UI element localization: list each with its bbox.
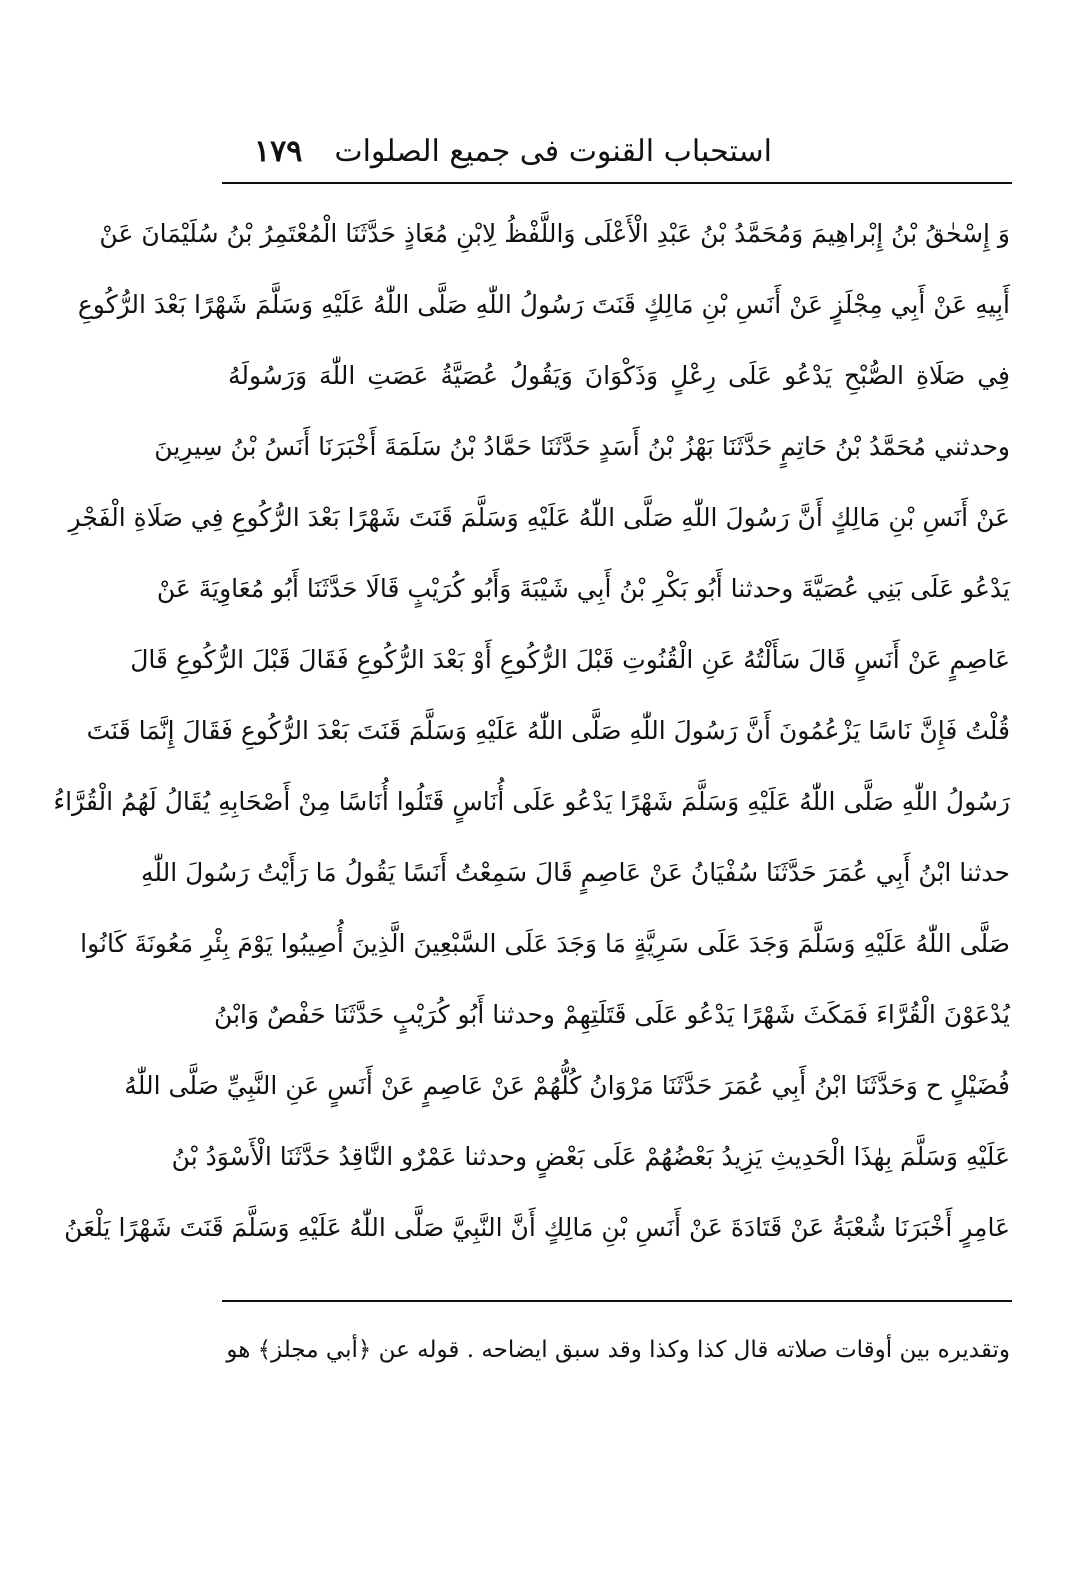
text-line: فِي صَلَاةِ الصُّبْحِ يَدْعُو عَلَى رِعْلٍ وَذَكْوَانَ وَيَقُولُ عُصَيَّةُ عَصَتِ اللّٰهَ وَرَسُولَهُ	[228, 361, 1010, 390]
text-line: أَبِيهِ عَنْ أَبِي مِجْلَزٍ عَنْ أَنَسِ بْنِ مَالِكٍ قَنَتَ رَسُولُ اللّٰهِ صَلَّى اللّٰهُ عَلَيْهِ وَسَلَّمَ شَهْرًا بَعْدَ الرُّكُوعِ	[77, 290, 1010, 319]
text-line: قُلْتُ فَإِنَّ نَاسًا يَزْعُمُونَ أَنَّ رَسُولَ اللّٰهِ صَلَّى اللّٰهُ عَلَيْهِ وَسَلَّمَ قَنَتَ بَعْدَ الرُّكُوعِ فَقَالَ إِنَّمَا قَنَتَ	[86, 716, 1010, 745]
chapter-title: استحباب القنوت فى جميع الصلوات	[334, 134, 772, 169]
text-line: يُدْعَوْنَ الْقُرَّاءَ فَمَكَثَ شَهْرًا يَدْعُو عَلَى قَتَلَتِهِمْ وحدثنا أَبُو كُرَيْبٍ حَدَّثَنَا حَفْصٌ وَابْنُ	[214, 1000, 1010, 1029]
text-line: عَلَيْهِ وَسَلَّمَ بِهٰذَا الْحَدِيثِ يَزِيدُ بَعْضُهُمْ عَلَى بَعْضٍ وحدثنا عَمْرٌو النَّاقِدُ حَدَّثَنَا الْأَسْوَدُ بْنُ	[171, 1142, 1010, 1171]
page-number: ١٧٩	[254, 134, 303, 169]
text-line: حدثنا ابْنُ أَبِي عُمَرَ حَدَّثَنَا سُفْيَانُ عَنْ عَاصِمٍ قَالَ سَمِعْتُ أَنَسًا يَقُولُ مَا رَأَيْتُ رَسُولَ اللّٰهِ	[140, 858, 1010, 887]
text-line: عَاصِمٍ عَنْ أَنَسٍ قَالَ سَأَلْتُهُ عَنِ الْقُنُوتِ قَبْلَ الرُّكُوعِ أَوْ بَعْدَ الرُّكُوعِ فَقَالَ قَبْلَ الرُّكُوعِ قَالَ	[130, 645, 1010, 674]
text-line: عَنْ أَنَسِ بْنِ مَالِكٍ أَنَّ رَسُولَ اللّٰهِ صَلَّى اللّٰهُ عَلَيْهِ وَسَلَّمَ قَنَتَ شَهْرًا بَعْدَ الرُّكُوعِ فِي صَلَاةِ الْفَجْرِ	[68, 503, 1010, 532]
footnote-divider	[222, 1300, 1012, 1302]
text-line: رَسُولُ اللّٰهِ صَلَّى اللّٰهُ عَلَيْهِ وَسَلَّمَ شَهْرًا يَدْعُو عَلَى أُنَاسٍ قَتَلُوا أُنَاسًا مِنْ أَصْحَابِهِ يُقَالُ لَهُمُ الْقُرَّاءُ	[53, 787, 1010, 816]
page-header	[222, 120, 1012, 184]
hadith-text-body	[53, 198, 1010, 1263]
footnote-commentary: وتقديره بين أوقات صلاته قال كذا وكذا وقد سبق ايضاحه . قوله عن ﴿أبي مجلز﴾ هو	[226, 1337, 1010, 1363]
text-line: وحدثني مُحَمَّدُ بْنُ حَاتِمٍ حَدَّثَنَا بَهْزُ بْنُ أَسَدٍ حَدَّثَنَا حَمَّادُ بْنُ سَلَمَةَ أَخْبَرَنَا أَنَسُ بْنُ سِيرِينَ	[154, 432, 1010, 461]
text-line: وَ إِسْحٰقُ بْنُ إِبْراهِيمَ وَمُحَمَّدُ بْنُ عَبْدِ الْأَعْلَى وَاللَّفْظُ لِابْنِ مُعَاذٍ حَدَّثَنَا الْمُعْتَمِرُ بْنُ سُلَيْمَانَ عَنْ	[99, 219, 1010, 248]
text-line: يَدْعُو عَلَى بَنِي عُصَيَّةَ وحدثنا أَبُو بَكْرِ بْنُ أَبِي شَيْبَةَ وَأَبُو كُرَيْبٍ قَالَا حَدَّثَنَا أَبُو مُعَاوِيَةَ عَنْ	[156, 574, 1010, 603]
text-line: فُضَيْلٍ ح وَحَدَّثَنَا ابْنُ أَبِي عُمَرَ حَدَّثَنَا مَرْوَانُ كُلُّهُمْ عَنْ عَاصِمٍ عَنْ أَنَسٍ عَنِ النَّبِيِّ صَلَّى اللّٰهُ	[124, 1071, 1010, 1100]
text-line: عَامِرٍ أَخْبَرَنَا شُعْبَةُ عَنْ قَتَادَةَ عَنْ أَنَسِ بْنِ مَالِكٍ أَنَّ النَّبِيَّ صَلَّى اللّٰهُ عَلَيْهِ وَسَلَّمَ قَنَتَ شَهْرًا يَلْعَنُ	[64, 1213, 1010, 1242]
text-line: صَلَّى اللّٰهُ عَلَيْهِ وَسَلَّمَ وَجَدَ عَلَى سَرِيَّةٍ مَا وَجَدَ عَلَى السَّبْعِينَ الَّذِينَ أُصِيبُوا يَوْمَ بِئْرِ مَعُونَةَ كَانُوا	[80, 929, 1010, 958]
